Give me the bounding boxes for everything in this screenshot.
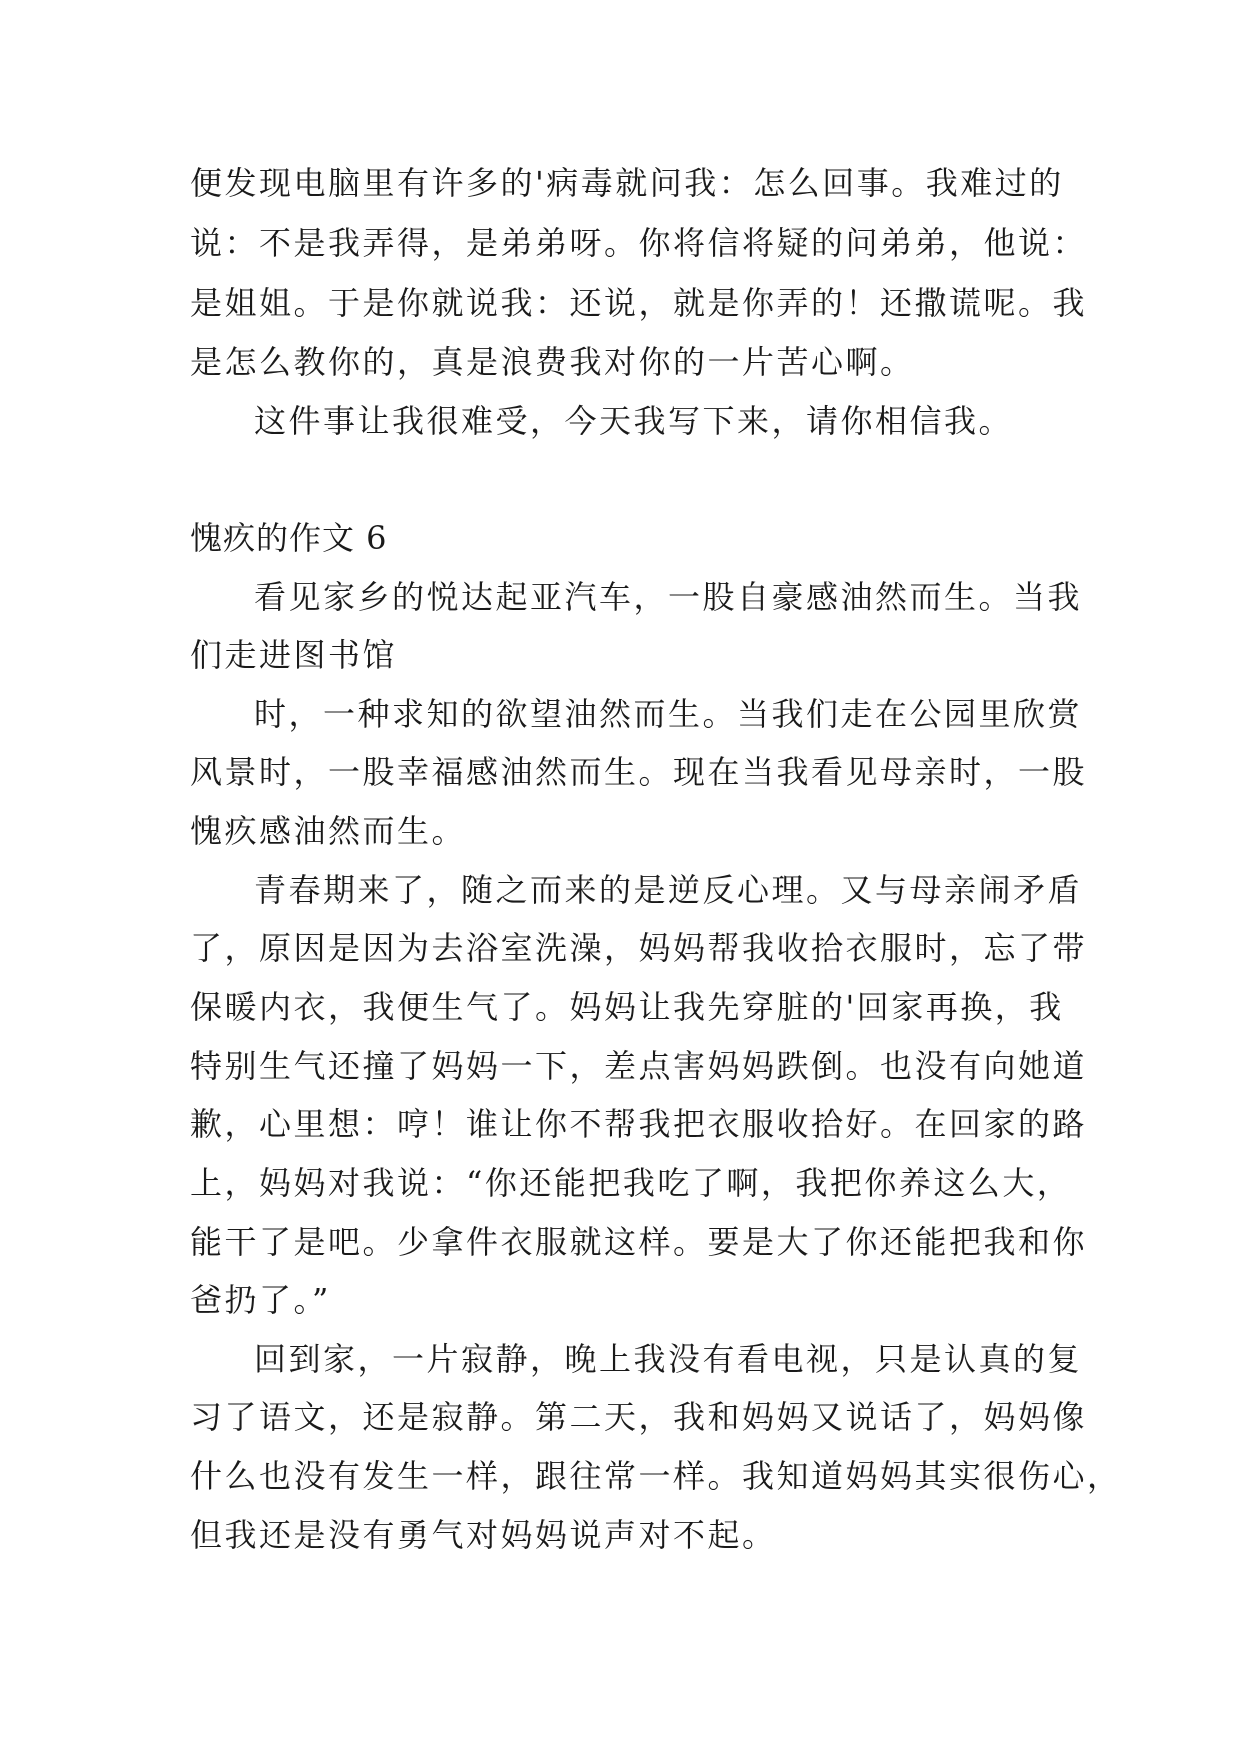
text-line: 爸扔了。” [190, 1281, 331, 1319]
text-line: 愧疚感油然而生。 [190, 812, 467, 850]
text-line: 但我还是没有勇气对妈妈说声对不起。 [190, 1516, 777, 1554]
text-line: 什么也没有发生一样，跟往常一样。我知道妈妈其实很伤心， [190, 1457, 1122, 1495]
text-line: 时，一种求知的欲望油然而生。当我们走在公园里欣赏 [254, 695, 1083, 733]
text-line: 风景时，一股幸福感油然而生。现在当我看见母亲时，一股 [190, 753, 1088, 791]
section-title: 愧疚的作文 6 [190, 519, 388, 557]
text-line: 习了语文，还是寂静。第二天，我和妈妈又说话了，妈妈像 [190, 1398, 1088, 1436]
text-line: 便发现电脑里有许多的'病毒就问我：怎么回事。我难过的 [190, 164, 1064, 202]
text-line: 是姐姐。于是你就说我：还说，就是你弄的！还撒谎呢。我 [190, 284, 1088, 322]
text-line: 看见家乡的悦达起亚汽车，一股自豪感油然而生。当我 [254, 578, 1083, 616]
text-line: 特别生气还撞了妈妈一下，差点害妈妈跌倒。也没有向她道 [190, 1047, 1088, 1085]
text-line: 说：不是我弄得，是弟弟呀。你将信将疑的问弟弟，他说： [190, 224, 1088, 262]
text-line: 保暖内衣，我便生气了。妈妈让我先穿脏的'回家再换，我 [190, 988, 1064, 1026]
text-line: 这件事让我很难受，今天我写下来，请你相信我。 [254, 402, 1014, 440]
text-line: 了，原因是因为去浴室洗澡，妈妈帮我收拾衣服时，忘了带 [190, 929, 1088, 967]
text-line: 歉，心里想：哼！谁让你不帮我把衣服收拾好。在回家的路 [190, 1105, 1088, 1143]
text-line: 们走进图书馆 [190, 636, 398, 674]
text-line: 上，妈妈对我说：“你还能把我吃了啊，我把你养这么大， [190, 1164, 1072, 1202]
text-line: 是怎么教你的，真是浪费我对你的一片苦心啊。 [190, 343, 915, 381]
text-line: 青春期来了，随之而来的是逆反心理。又与母亲闹矛盾 [254, 871, 1083, 909]
text-line: 能干了是吧。少拿件衣服就这样。要是大了你还能把我和你 [190, 1223, 1088, 1261]
text-line: 回到家，一片寂静，晚上我没有看电视，只是认真的复 [254, 1340, 1083, 1378]
